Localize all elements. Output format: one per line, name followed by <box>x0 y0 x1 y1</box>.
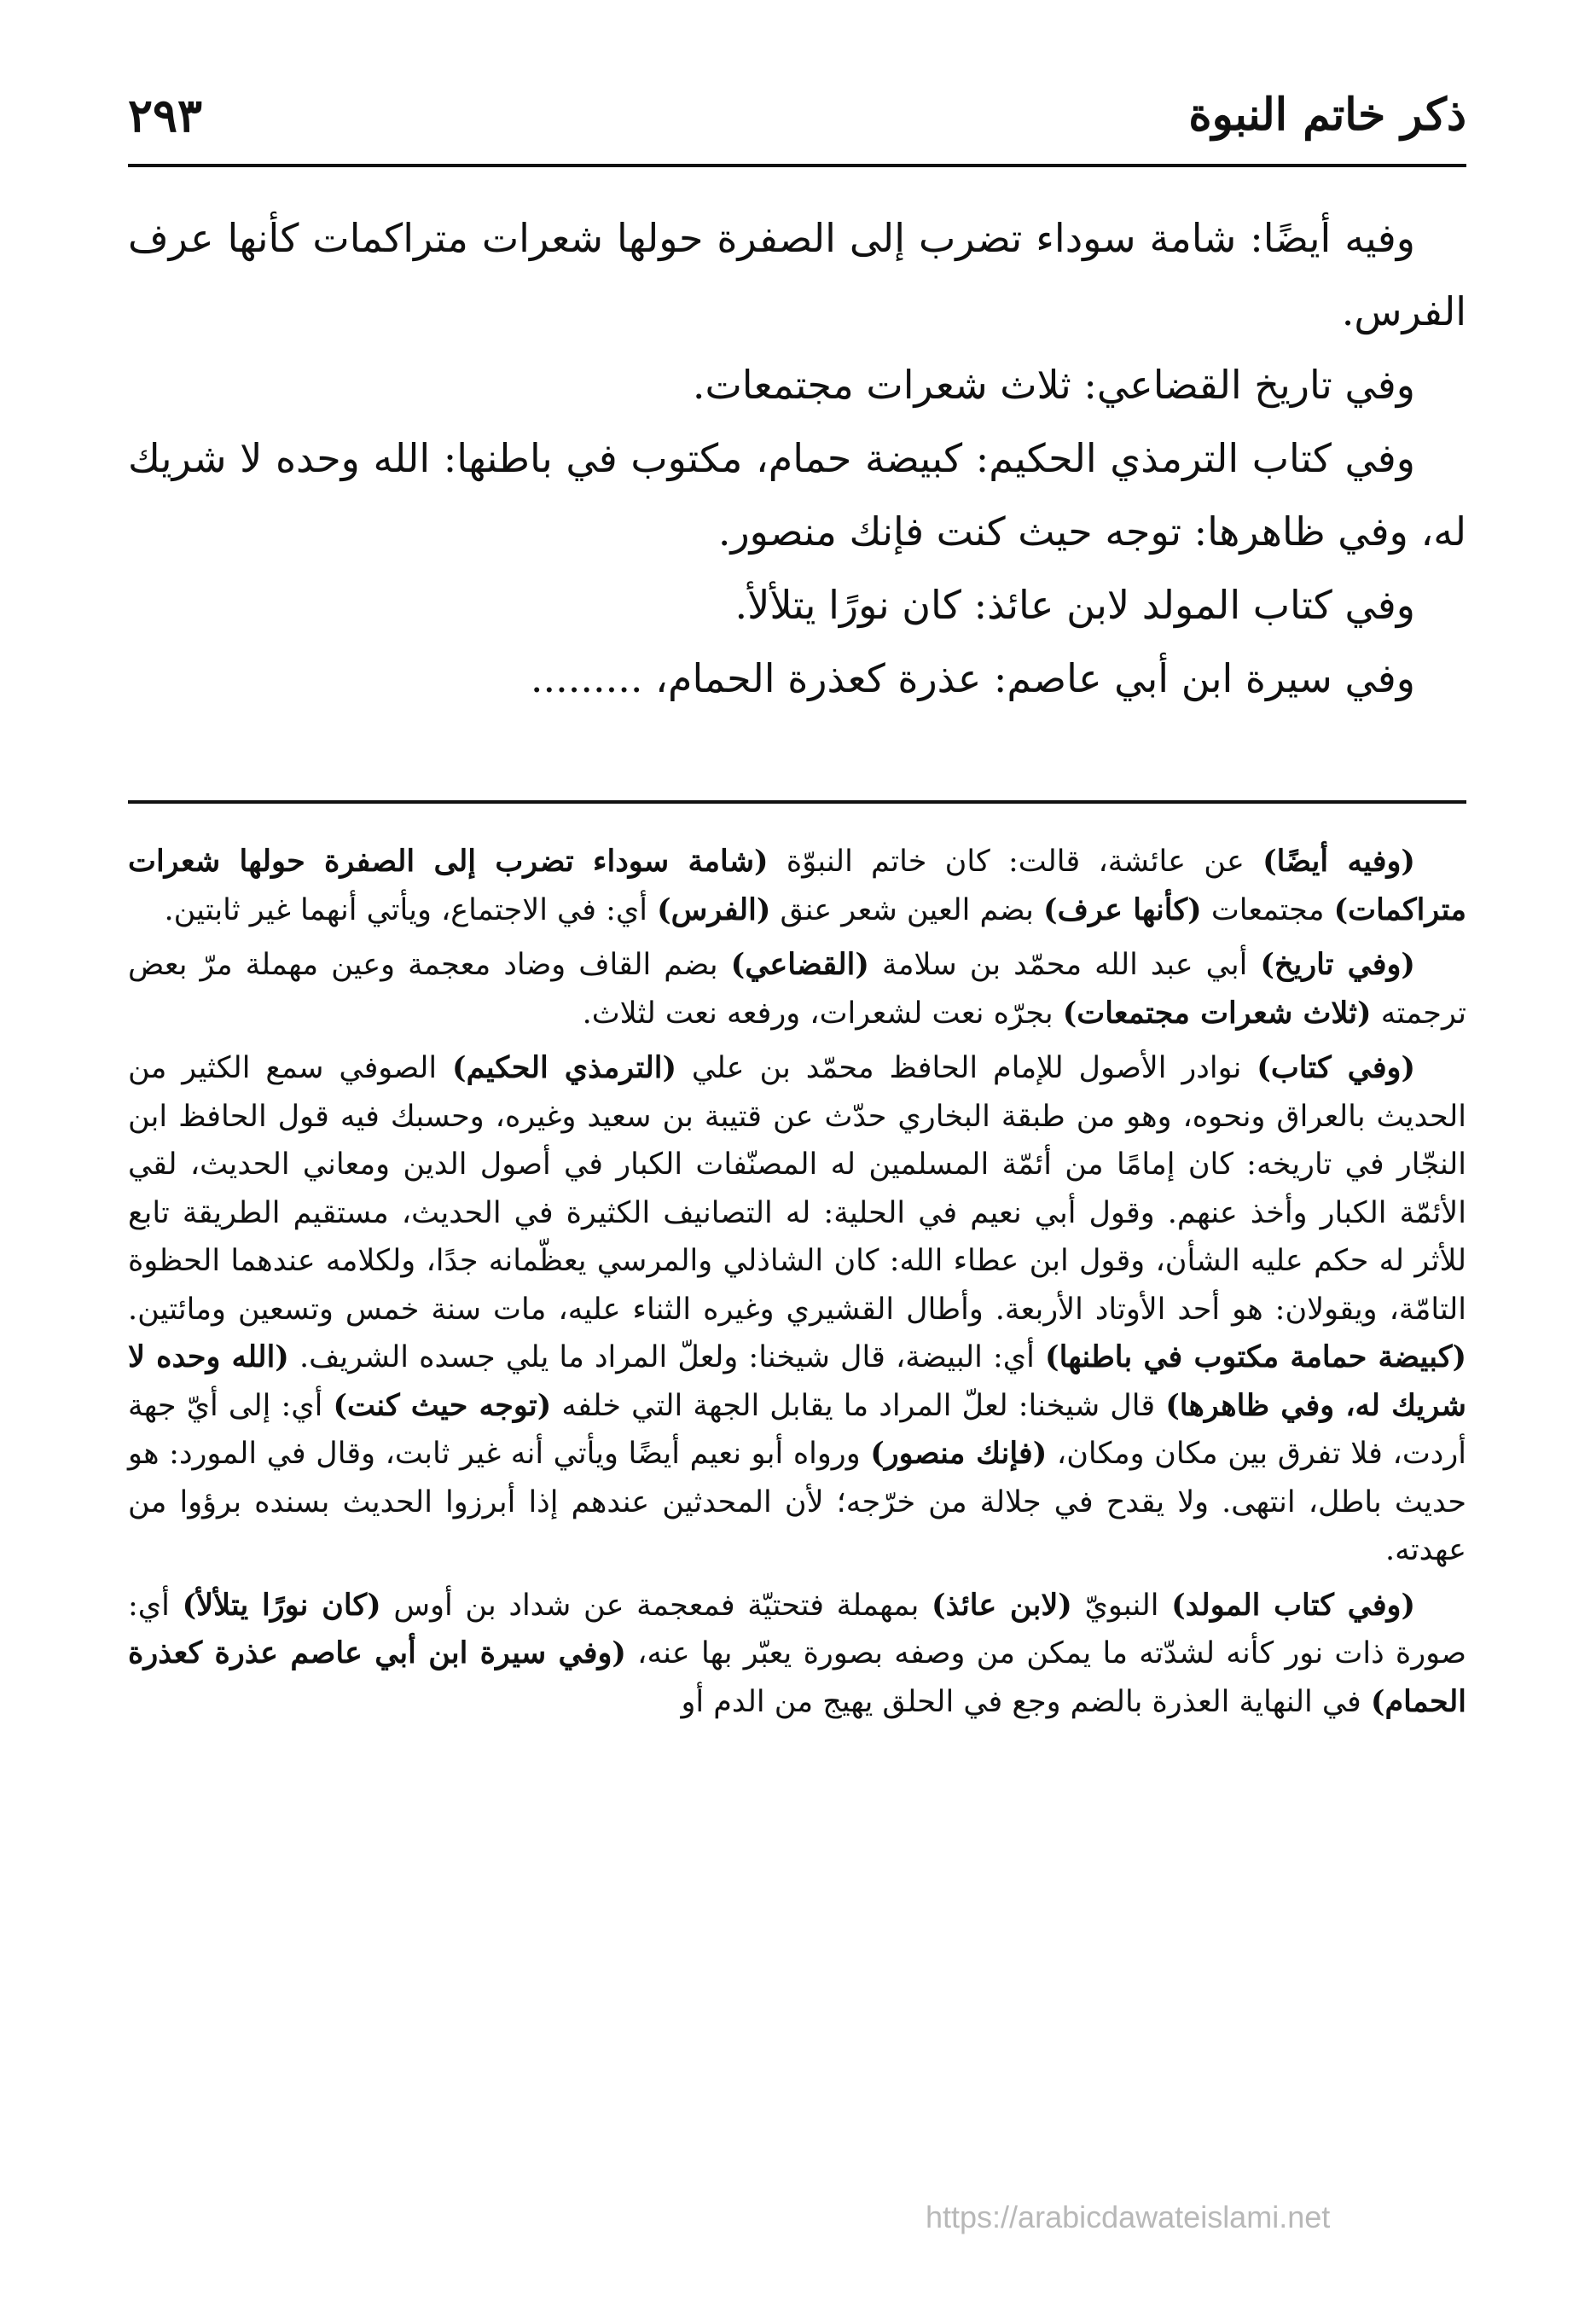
commentary-text: الصوفي سمع الكثير من الحديث بالعراق ونحوه، وهو من طبقة البخاري حدّث عن قتيبة بن سعيد وغيره، وحسبك فيه قول الحافظ ابن النجّار في تاريخه: كان إمامًا من أئمّة المسلمين له المصنّفات الكبار في أصول الدين ومعاني الحديث، لقي الأئمّة الكبار وأخذ عنهم. وقول أبي نعيم في الحلية: له التصانيف الكثيرة في الحديث، مستقيم الطريقة تابع للأثر له حكم عليه الشأن، وقول ابن عطاء الله: كان الشاذلي والمرسي يعظّمانه جدًا، ولكلامه عندهما الحظوة التامّة، ويقولان: هو أحد الأوتاد الأربعة. وأطال القشيري وغيره الثناء عليه، مات سنة خمس وتسعين ومائتين. <box>128 1051 1466 1327</box>
commentary-text: نوادر الأصول للإمام الحافظ محمّد بن علي <box>676 1051 1257 1085</box>
quoted-phrase: (الله وحده لا شريك له، وفي ظاهرها) <box>128 1339 1466 1423</box>
quoted-phrase: (شامة سوداء تضرب إلى الصفرة حولها شعرات متراكمات) <box>128 844 1466 927</box>
quoted-phrase: (القضاعي) <box>730 947 869 982</box>
commentary <box>128 838 1466 1733</box>
commentary-paragraph <box>128 1044 1466 1575</box>
commentary-text: ورواه أبو نعيم أيضًا ويأتي أنه غير ثابت، وقال في المورد: هو حديث باطل، انتهى. ولا يقدح في جلالة من خرّجه؛ لأن المحدثين عندهم إذا أبرزوا الحديث بسنده برؤوا من عهدته. <box>128 1437 1466 1567</box>
main-paragraph: وفي كتاب الترمذي الحكيم: كبيضة حمام، مكتوب في باطنها: الله وحده لا شريك له، وفي ظاهرها: توجه حيث كنت فإنك منصور. <box>128 435 1466 555</box>
main-paragraph-text: وفي سيرة ابن أبي عاصم: عذرة كعذرة الحمام، <box>655 655 1415 701</box>
commentary-text: بمهملة فتحتيّة فمعجمة عن شداد بن أوس <box>380 1588 932 1623</box>
commentary-text: بضم العين شعر عنق <box>770 892 1044 927</box>
quoted-phrase: (وفيه أيضًا) <box>1262 844 1415 879</box>
header-rule <box>128 164 1466 167</box>
ellipsis-dots: ......... <box>530 655 643 701</box>
main-paragraph: وفي كتاب المولد لابن عائذ: كان نورًا يتلألأ. <box>734 582 1415 628</box>
main-text <box>128 201 1466 715</box>
quoted-phrase: (الفرس) <box>657 892 771 927</box>
commentary-text: مجتمعات <box>1201 892 1334 927</box>
commentary-text: بضم القاف وضاد معجمة وعين مهملة مرّ بعض ترجمته <box>128 948 1466 1031</box>
quoted-phrase: (الترمذي الحكيم) <box>452 1050 677 1085</box>
quoted-phrase: (كأنها عرف) <box>1043 892 1202 927</box>
section-rule <box>128 800 1466 804</box>
quoted-phrase: (فإنك منصور) <box>870 1436 1048 1471</box>
commentary-text: أي: صورة ذات نور كأنه لشدّته ما يمكن من وصفه بصورة يعبّر بها عنه، <box>128 1588 1466 1670</box>
main-paragraph <box>128 642 1466 715</box>
commentary-text: بجرّه نعت لشعرات، ورفعه نعت لثلاث. <box>582 996 1063 1031</box>
commentary-text: أي: البيضة، قال شيخنا: ولعلّ المراد ما يلي جسده الشريف. <box>288 1340 1046 1374</box>
main-paragraph: وفي تاريخ القضاعي: ثلاث شعرات مجتمعات. <box>692 362 1415 408</box>
commentary-paragraph <box>128 838 1466 934</box>
quoted-phrase: (توجه حيث كنت) <box>333 1387 552 1423</box>
commentary-paragraph <box>128 941 1466 1037</box>
quoted-phrase: (كبيضة حمامة مكتوب في باطنها) <box>1045 1339 1466 1374</box>
quoted-phrase: (وفي سيرة ابن أبي عاصم عذرة كعذرة الحمام) <box>128 1636 1466 1719</box>
running-title: ذكر خاتم النبوة <box>1188 89 1466 141</box>
watermark-url: https://arabicdawateislami.net <box>926 2199 1331 2234</box>
page-header <box>128 81 1466 149</box>
commentary-text: قال شيخنا: لعلّ المراد ما يقابل الجهة التي خلفه <box>551 1388 1166 1423</box>
main-paragraph: وفيه أيضًا: شامة سوداء تضرب إلى الصفرة حولها شعرات متراكمات كأنها عرف الفرس. <box>128 215 1466 334</box>
commentary-text: أي: إلى أيّ جهة أردت، فلا تفرق بين مكان ومكان، <box>128 1388 1466 1471</box>
commentary-text: عن عائشة، قالت: كان خاتم النبوّة <box>768 845 1263 879</box>
quoted-phrase: (وفي كتاب) <box>1257 1050 1416 1085</box>
commentary-paragraph <box>128 1582 1466 1727</box>
quoted-phrase: (وفي تاريخ) <box>1260 947 1415 982</box>
commentary-text: النبويّ <box>1071 1588 1172 1623</box>
quoted-phrase: (وفي كتاب المولد) <box>1171 1587 1416 1623</box>
page-number: ٢٩٣ <box>128 88 203 142</box>
quoted-phrase: (لابن عائذ) <box>932 1587 1072 1623</box>
quoted-phrase: (ثلاث شعرات مجتمعات) <box>1062 995 1372 1031</box>
commentary-text: أي: في الاجتماع، ويأتي أنهما غير ثابتين. <box>164 892 658 927</box>
quoted-phrase: (كان نورًا يتلألأ) <box>182 1587 381 1623</box>
commentary-text: في النهاية العذرة بالضم وجع في الحلق يهيج من الدم أو <box>681 1684 1371 1719</box>
commentary-text: أبي عبد الله محمّد بن سلامة <box>868 948 1261 982</box>
